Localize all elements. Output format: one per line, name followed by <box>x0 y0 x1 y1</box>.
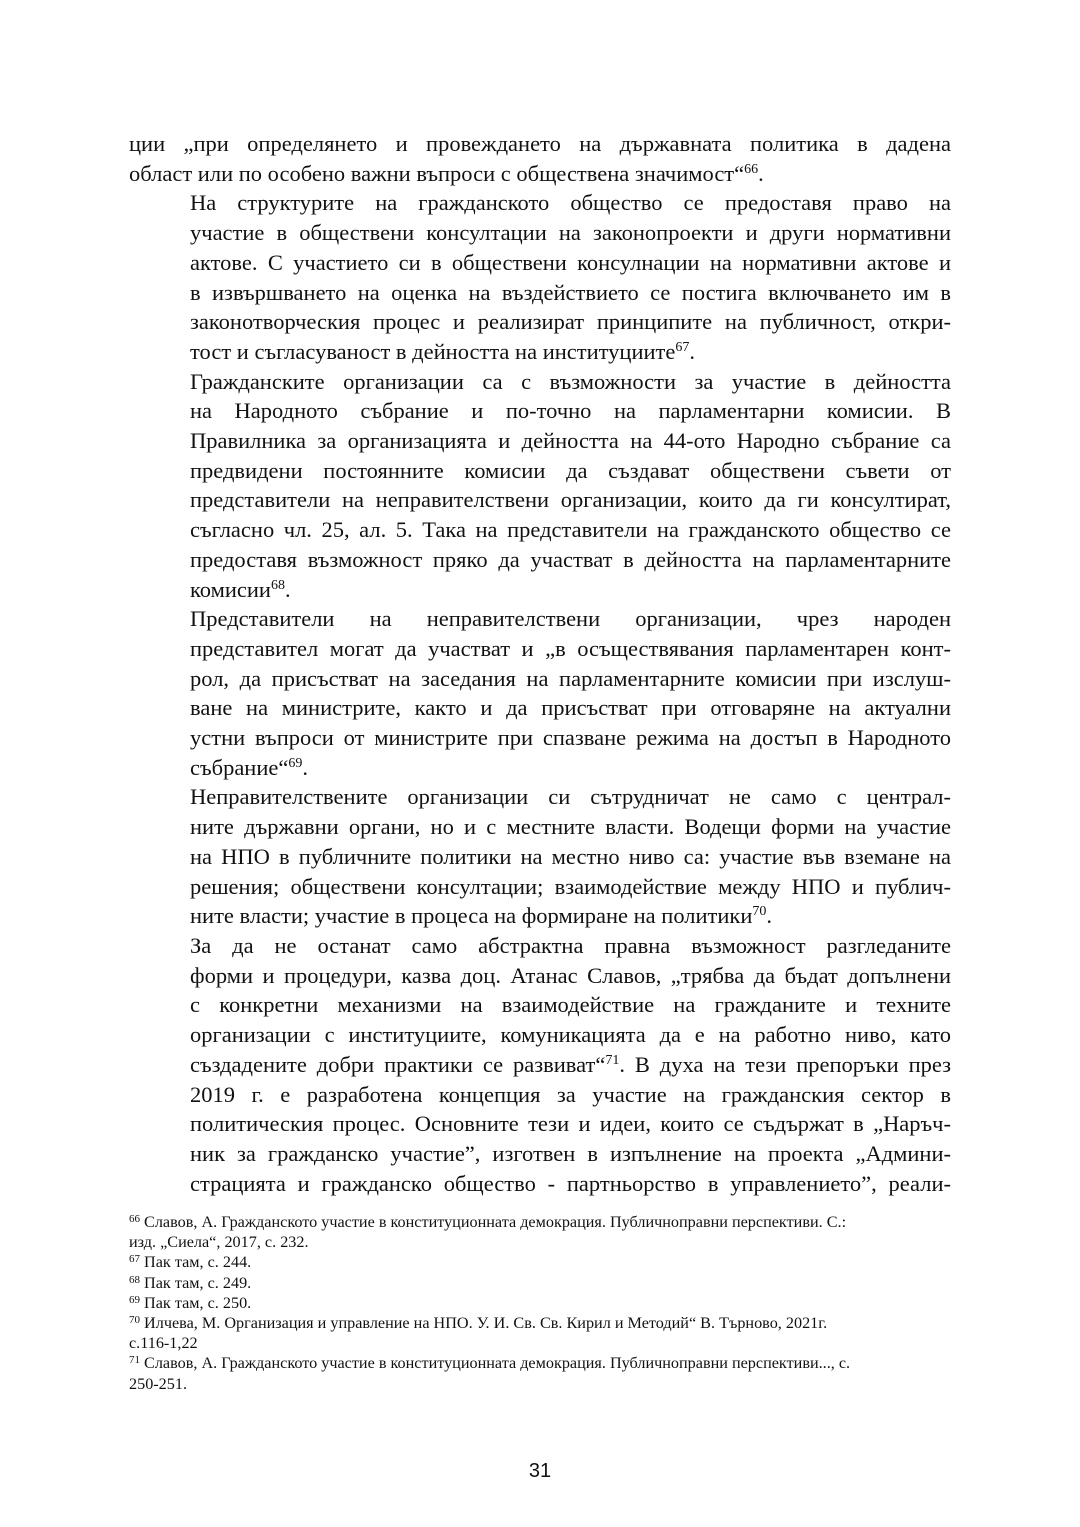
text-line: на Народното събрание и по-точно на парламентарни комисии. В <box>190 398 951 424</box>
text-line: За да не останат само абстрактна правна възможност разгледаните <box>190 932 951 958</box>
text-line: форми и процедури, казва доц. Атанас Славов, „трябва да бъдат допълнени <box>190 962 951 988</box>
text-line: в извършването на оценка на въздействието се постига включването им в <box>190 279 951 305</box>
text-line: Гражданските организации са с възможности за участие в дейността <box>190 368 951 394</box>
paragraph <box>129 188 951 366</box>
footnote-70: $^{70}$ Илчева, М. Организация и управление на НПО. У. И. Св. Св. Кирил и Методий“ В. Търново, 2021г. с.116-1,22 <box>129 1314 828 1353</box>
footnote-ref-70: 70 <box>752 904 767 920</box>
footnote-68: $^{68}$ Пак там, с. 249. <box>129 1273 252 1292</box>
paragraph <box>129 604 951 782</box>
text-line: Представители на неправителствени организации, чрез народен <box>190 606 951 632</box>
footnote-67: $^{67}$ Пак там, с. 244. <box>129 1253 252 1272</box>
text-line: решения; обществени консултации; взаимодействие между НПО и публич- <box>190 873 951 899</box>
text-line: ване на министрите, както и да присъстват при отговаряне на актуални <box>190 695 951 721</box>
body-text <box>129 129 951 1198</box>
text-line: комисии$^{68}$. <box>190 576 291 602</box>
paragraph <box>129 129 951 188</box>
text-line: ните власти; участие в процеса на формиране на политики$^{70}$. <box>190 903 773 929</box>
footnote-ref-66: 66 <box>744 161 759 177</box>
footnote-ref-67: 67 <box>675 339 690 355</box>
text-line: ции „при определянето и провеждането на държавната политика в дадена <box>129 131 951 156</box>
text-line: представител могат да участват и „в осъществявания парламентарен конт- <box>190 635 951 661</box>
footnote-ref-68: 68 <box>270 577 285 593</box>
text-line: устни въпроси от министрите при спазване режима на достъп в Народното <box>190 725 951 751</box>
footnote-69: $^{69}$ Пак там, с. 250. <box>129 1293 252 1312</box>
text-line: актове. С участието си в обществени консулнации на нормативни актове и <box>190 249 951 275</box>
text-line: рол, да присъстват на заседания на парламентарните комисии при изслуш- <box>190 665 951 691</box>
text-line: организации с институциите, комуникацията да е на работно ниво, като <box>190 1022 951 1048</box>
footnotes <box>129 1212 951 1394</box>
text-line: политическия процес. Основните тези и идеи, които се съдържат в „Наръч- <box>190 1111 951 1137</box>
text-line: 2019 г. е разработена концепция за участие на гражданския сектор в <box>190 1081 951 1107</box>
text-line: представители на неправителствени организации, които да ги консултират, <box>190 487 951 513</box>
paragraph <box>129 782 951 931</box>
footnote-ref-71: 71 <box>605 1052 620 1068</box>
text-line: участие в обществени консултации на законопроекти и други нормативни <box>190 220 951 246</box>
text-line: страцията и гражданско общество - партньорство в управлението”, реали- <box>190 1170 951 1196</box>
text-line: ник за гражданско участие”, изготвен в изпълнение на проекта „Админи- <box>190 1140 951 1166</box>
text-line: Неправителствените организации си сътрудничат не само с централ- <box>190 784 951 810</box>
text-line: с конкретни механизми на взаимодействие на гражданите и техните <box>190 992 951 1018</box>
page-number: 31 <box>528 1460 552 1482</box>
text-line: законотворческия процес и реализират принципите на публичност, откри- <box>190 309 951 335</box>
text-line: създадените добри практики се развиват“$^{71}$. В духа на тези препоръки през <box>190 1051 952 1077</box>
text-line: на НПО в публичните политики на местно ниво са: участие във вземане на <box>190 843 951 869</box>
paragraph <box>129 931 951 1198</box>
paragraph <box>129 367 951 605</box>
footnote-71: $^{71}$ Славов, А. Гражданското участие в конституционната демокрация. Публичноправни перспективи..., с. 250-251. <box>129 1354 851 1393</box>
text-line: област или по особено важни въпроси с обществена значимост“$^{66}$. <box>129 160 764 186</box>
text-line: събрание“$^{69}$. <box>190 754 308 780</box>
text-line: съгласно чл. 25, ал. 5. Така на представители на гражданското общество се <box>190 517 951 543</box>
text-line: На структурите на гражданското общество се предоставя право на <box>190 190 951 216</box>
text-line: предвидени постоянните комисии да създават обществени съвети от <box>190 457 951 483</box>
footnote-66: $^{66}$ Славов, А. Гражданското участие в конституционната демокрация. Публичноправни перспективи. С.: изд. „Сиела“, 2017, с. 232. <box>129 1213 847 1252</box>
text-line: ните държавни органи, но и с местните власти. Водещи форми на участие <box>190 814 951 840</box>
text-line: предоставя възможност пряко да участват в дейността на парламентарните <box>190 546 951 572</box>
text-line: Правилника за организацията и дейността на 44-ото Народно събрание са <box>190 428 951 454</box>
text-line: тост и съгласуваност в дейността на институциите$^{67}$. <box>190 338 695 364</box>
footnote-ref-69: 69 <box>288 755 303 771</box>
